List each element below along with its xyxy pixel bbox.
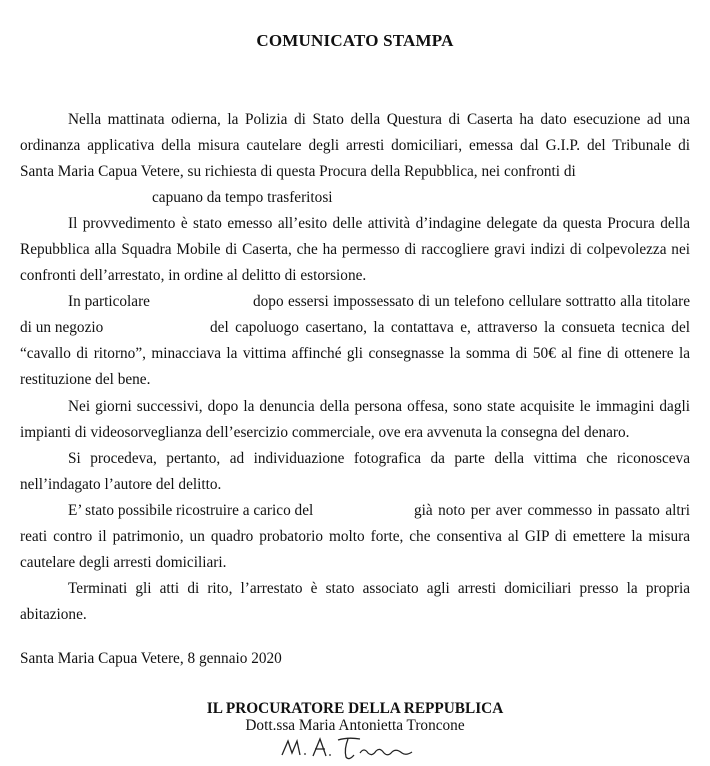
- paragraph-7-line-1: Terminati gli atti di rito, l’arrestato è stato associato agli arresti domiciliari presso la propria: [68, 580, 690, 597]
- paragraph-1-line-3: Santa Maria Capua Vetere, su richiesta di questa Procura della Repubblica, nei confronti di: [20, 163, 576, 180]
- signatory-name: Dott.ssa Maria Antonietta Troncone: [245, 717, 465, 734]
- document-title: COMUNICATO STAMPA: [256, 31, 454, 50]
- paragraph-1-line-2: ordinanza applicativa della misura cautelare degli arresti domiciliari, emessa dal G.I.P. del Tribunale di: [20, 137, 690, 154]
- paragraph-3-line-2-start: di un negozio: [20, 319, 104, 336]
- signature-dot: [304, 753, 306, 755]
- signatory-title: IL PROCURATORE DELLA REPPUBLICA: [206, 700, 504, 717]
- paragraph-1-line-4: capuano da tempo trasferitosi: [152, 189, 333, 206]
- paragraph-3-line-2-end: del capoluogo casertano, la contattava e, attraverso la consueta tecnica del: [210, 319, 690, 336]
- paragraph-4-line-2: impianti di videosorveglianza dell’esercizio commerciale, ove era avvenuta la consegna del denaro.: [20, 424, 630, 441]
- paragraph-6-line-3: cautelare degli arresti domiciliari.: [20, 554, 227, 571]
- paragraph-6-line-1-end: già noto per aver commesso in passato altri: [414, 502, 690, 519]
- paragraph-3-line-3: “cavallo di ritorno”, minacciava la vittima affinché gli consegnasse la somma di 50€ al fine di ottenere la: [20, 345, 690, 362]
- paragraph-2-line-2: Repubblica alla Squadra Mobile di Caserta, che ha permesso di raccogliere gravi indizi di colpevolezza nei: [20, 241, 690, 258]
- paragraph-6-line-2: reati contro il patrimonio, un quadro probatorio molto forte, che consentiva al GIP di emettere la misura: [20, 528, 690, 545]
- paragraph-1-line-1: Nella mattinata odierna, la Polizia di Stato della Questura di Caserta ha dato esecuzione ad una: [68, 111, 690, 128]
- signature-stroke: [338, 738, 360, 758]
- paragraph-3-line-1-end: dopo essersi impossessato di un telefono cellulare sottratto alla titolare: [253, 293, 690, 310]
- paragraph-3-line-2: [20, 319, 690, 337]
- paragraph-2-line-1: Il provvedimento è stato emesso all’esito delle attività d’indagine delegate da questa Procura della: [68, 215, 690, 232]
- date-line: Santa Maria Capua Vetere, 8 gennaio 2020: [20, 650, 282, 667]
- paragraph-3-line-1: [20, 293, 690, 311]
- paragraph-5-line-2: nell’indagato l’autore del delitto.: [20, 476, 222, 493]
- signature-stroke: [313, 739, 326, 756]
- paragraph-6-line-1: [20, 502, 690, 520]
- paragraph-5-line-1: Si procedeva, pertanto, ad individuazione fotografica da parte della vittima che riconosceva: [68, 450, 690, 467]
- paragraph-2-line-3: confronti dell’arrestato, in ordine al delitto di estorsione.: [20, 267, 367, 284]
- paragraph-6-line-1-start: E’ stato possibile ricostruire a carico del: [68, 502, 314, 519]
- paragraph-3-line-1-start: In particolare: [68, 293, 150, 310]
- signature-stroke: [360, 749, 412, 754]
- paragraph-3-line-4: restituzione del bene.: [20, 371, 151, 388]
- paragraph-4-line-1: Nei giorni successivi, dopo la denuncia della persona offesa, sono state acquisite le immagini dagli: [68, 398, 690, 415]
- signature-stroke: [282, 741, 300, 755]
- paragraph-7-line-2: abitazione.: [20, 606, 87, 623]
- signature-dot: [329, 754, 331, 756]
- handwritten-signature: [280, 733, 430, 763]
